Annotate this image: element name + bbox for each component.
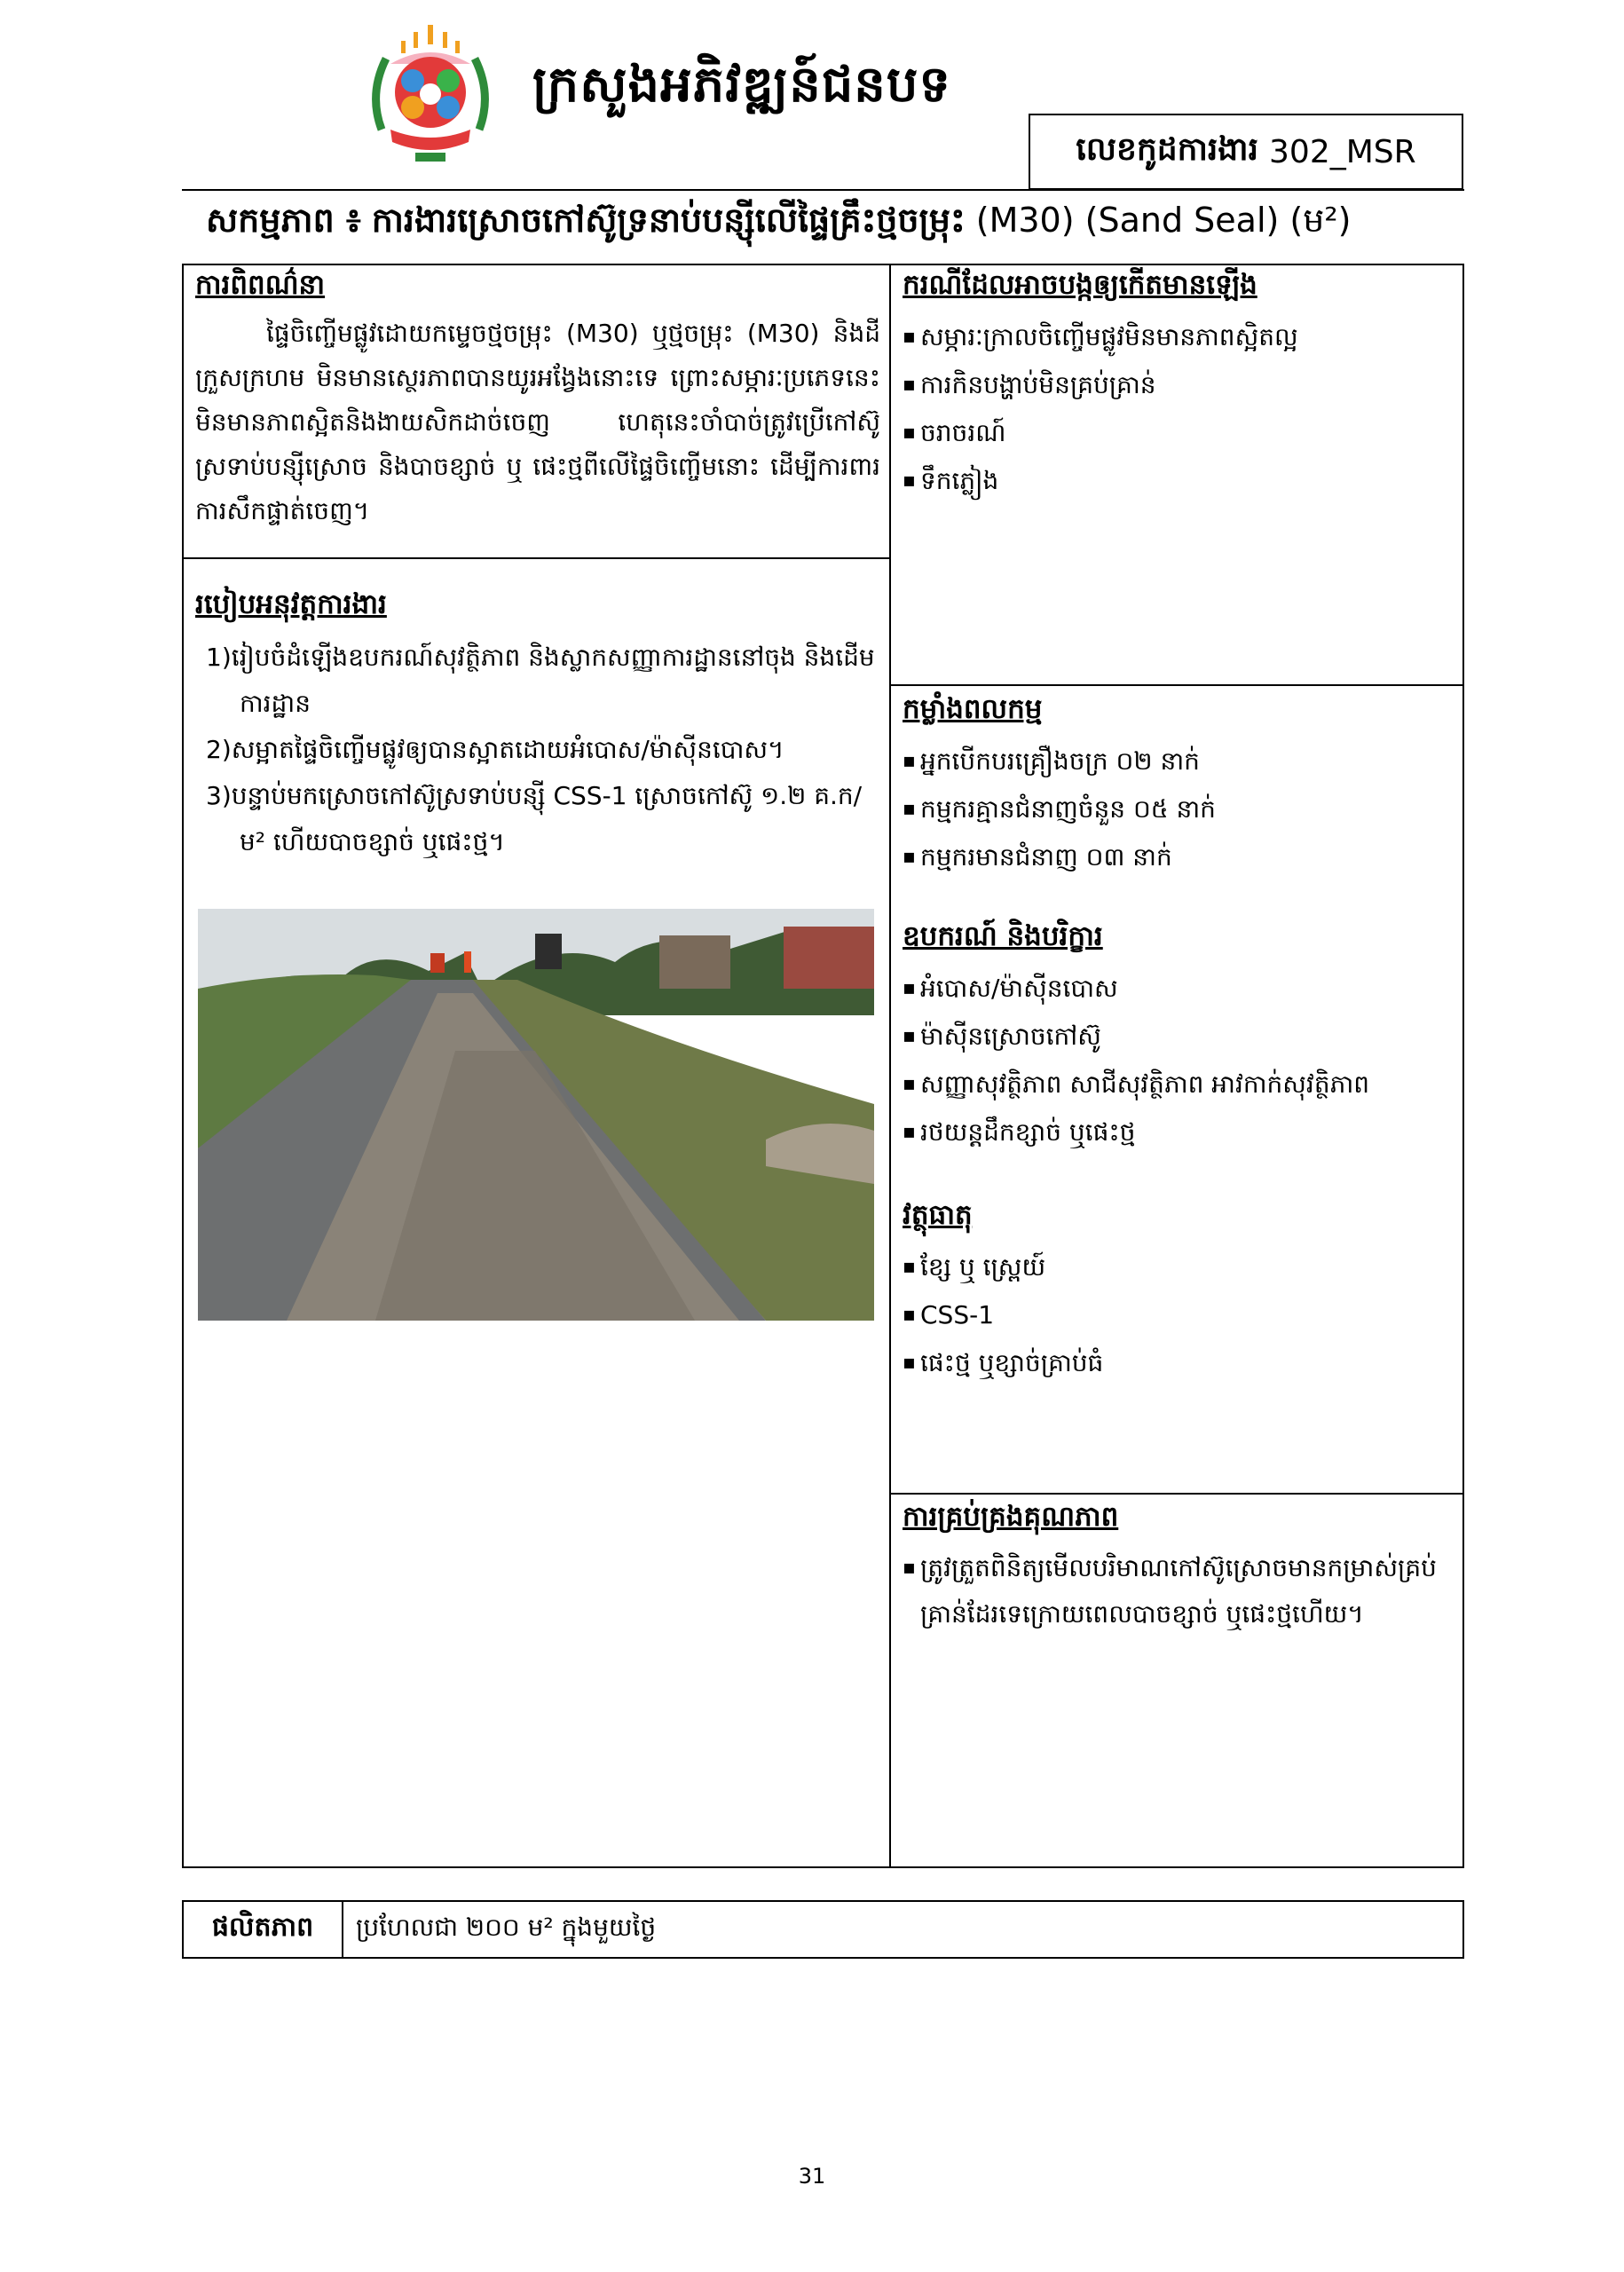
list-item: ▪ ផេះថ្ម ឬខ្សាច់គ្រាប់ធំ xyxy=(903,1339,1453,1387)
activity-code: (M30) xyxy=(975,201,1075,240)
work-code-label: លេខកូដការងារ xyxy=(1076,130,1259,168)
description-text: ផ្ទៃចិញ្ចើមផ្លូវដោយកម្ទេចថ្មចម្រុះ (M30) ឬថ្មចម្រុះ (M30) និងដីក្រួសក្រហម មិនមានស្ថេរភាពបានយូរអង្វែងនោះទេ ព្រោះសម្ភារៈប្រភេទនេះមិនមានភាពស្អិតនិងងាយសិកដាច់ចេញ ហេតុនេះចាំបាច់ត្រូវប្រើកៅស៊ូស្រទាប់បន្សុីស្រោច និងបាចខ្សាច់ ឬ ផេះថ្មពីលើផ្ទៃចិញ្ចើមនោះ ដើម្បីការពារការសឹកផ្ទាត់ចេញ។ xyxy=(195,319,880,525)
equipment-section xyxy=(903,919,1453,1156)
ministry-name: ក្រសួងអភិវឌ្ឍន៍ជនបទ xyxy=(532,56,951,114)
procedure-step xyxy=(195,773,880,865)
list-item: ▪ កម្មករមានជំនាញ ០៣ នាក់ xyxy=(903,833,1453,881)
activity-unit: (ម²) xyxy=(1289,201,1352,240)
work-code-box xyxy=(1029,114,1463,190)
causes-list xyxy=(903,313,1453,505)
header-divider xyxy=(182,189,1464,191)
list-item: ▪ ម៉ាស៊ីនស្រោចកៅស៊ូ xyxy=(903,1013,1453,1061)
productivity-box xyxy=(182,1900,1464,1959)
list-item: ▪ ត្រូវត្រួតពិនិត្យមើលបរិមាណកៅស៊ូស្រោចមានកម្រាស់គ្រប់គ្រាន់ដែរទេក្រោយពេលបាចខ្សាច់ ឬផេះថ្មហើយ។ xyxy=(903,1545,1453,1637)
quality-heading: ការគ្រប់គ្រងគុណភាព xyxy=(903,1501,1119,1533)
list-item: ▪ ចរាចរណ៍ xyxy=(903,409,1453,457)
list-item: ▪ CSS-1 xyxy=(903,1291,1453,1339)
procedure-step xyxy=(195,635,880,727)
labor-section xyxy=(903,692,1453,881)
productivity-label: ផលិតភាព xyxy=(184,1902,343,1957)
list-item: ▪ ទឹកភ្លៀង xyxy=(903,457,1453,505)
description-section xyxy=(195,268,880,533)
step-number: 1) xyxy=(206,643,232,672)
materials-bottom-rule xyxy=(889,1493,1464,1495)
work-code-value: 302_MSR xyxy=(1269,133,1416,170)
list-item: ▪ សញ្ញាសុវត្ថិភាព សាជីសុវត្ថិភាព អាវកាក់សុវត្ថិភាព xyxy=(903,1061,1453,1108)
quality-section xyxy=(903,1500,1453,1637)
materials-section xyxy=(903,1198,1453,1387)
activity-title xyxy=(206,199,1351,248)
step-text: បន្ទាប់មកស្រោចកៅស៊ូស្រទាប់បន្សុី CSS-1 ស្រោចកៅស៊ូ ១.២ គ.ក/ម² ហើយបាចខ្សាច់ ឬផេះថ្ម។ xyxy=(231,781,863,856)
list-item: ▪ ខ្សែ ឬ ស្ព្រេយ៍ xyxy=(903,1243,1453,1291)
list-item: ▪ រថយន្តដឹកខ្សាច់ ឬផេះថ្ម xyxy=(903,1108,1453,1156)
activity-name: ការងារស្រោចកៅស៊ូទ្រនាប់បន្សុីលើផ្ទៃគ្រឹះថ្មចម្រុះ xyxy=(371,201,966,240)
materials-heading: វត្ថុធាតុ xyxy=(903,1199,973,1231)
step-text: រៀបចំដំឡើងឧបករណ៍សុវត្ថិភាព និងស្លាកសញ្ញាការដ្ឋាននៅចុង និងដើមការដ្ឋាន xyxy=(231,643,875,718)
description-paragraph xyxy=(195,312,880,533)
quality-list xyxy=(903,1545,1453,1637)
list-item: ▪ សម្ភារៈក្រាលចិញ្ចើមផ្លូវមិនមានភាពស្អិតល្អ xyxy=(903,313,1453,361)
labor-heading: កម្លាំងពលកម្ម xyxy=(903,693,1043,725)
description-bottom-rule xyxy=(182,557,891,559)
procedure-section xyxy=(195,588,880,865)
list-item: ▪ អ្នកបើកបរគ្រឿងចក្រ ០២ នាក់ xyxy=(903,738,1453,785)
equipment-list xyxy=(903,965,1453,1156)
procedure-steps xyxy=(195,635,880,865)
causes-bottom-rule xyxy=(889,684,1464,686)
list-item: ▪ ការកិនបង្ហាប់មិនគ្រប់គ្រាន់ xyxy=(903,361,1453,409)
description-heading: ការពិពណ៌នា xyxy=(195,269,326,301)
step-number: 3) xyxy=(206,781,232,810)
activity-label: សកម្មភាព ៖ xyxy=(206,201,361,240)
step-number: 2) xyxy=(206,735,232,764)
equipment-heading: ឧបករណ៍ និងបរិក្ខារ xyxy=(903,920,1103,952)
road-work-photo xyxy=(198,909,874,1321)
step-text: សម្អាតផ្ទៃចិញ្ចើមផ្លូវឲ្យបានស្អាតដោយអំបោស/ម៉ាស៊ីនបោស។ xyxy=(231,735,784,764)
labor-list xyxy=(903,738,1453,881)
procedure-heading: របៀបអនុវត្តការងារ xyxy=(195,588,387,620)
causes-section xyxy=(903,268,1453,505)
activity-english: (Sand Seal) xyxy=(1084,201,1280,240)
list-item: ▪ អំបោស/ម៉ាស៊ីនបោស xyxy=(903,965,1453,1013)
column-divider xyxy=(889,264,891,1868)
ministry-logo xyxy=(364,23,497,169)
causes-heading: ករណីដែលអាចបង្កឲ្យកើតមានឡើង xyxy=(903,269,1257,301)
productivity-value: ប្រហែលជា ២០០ ម² ក្នុងមួយថ្ងៃ xyxy=(356,1912,657,1942)
procedure-step xyxy=(195,727,880,773)
list-item: ▪ កម្មករគ្មានជំនាញចំនួន ០៥ នាក់ xyxy=(903,785,1453,833)
page-number: 31 xyxy=(798,2164,826,2189)
materials-list xyxy=(903,1243,1453,1387)
